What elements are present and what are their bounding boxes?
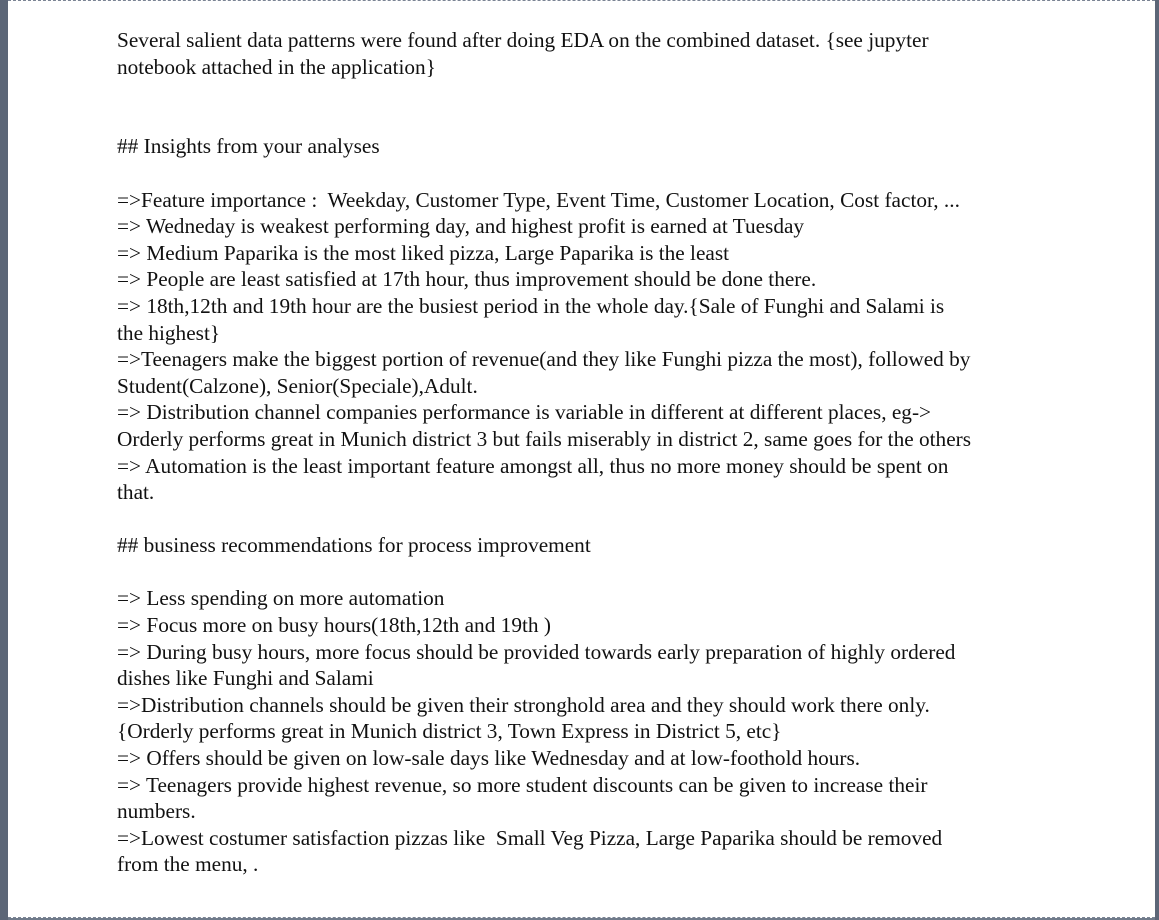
- insight-line: => People are least satisfied at 17th hour, thus improvement should be done there.: [117, 267, 817, 292]
- insight-line: the highest}: [117, 320, 221, 345]
- document-page: [8, 0, 1155, 918]
- blank-line: [117, 160, 1052, 187]
- recommendation-line: numbers.: [117, 799, 196, 824]
- recommendation-line: => Focus more on busy hours(18th,12th and 19th ): [117, 613, 551, 638]
- page-right-border: [1155, 0, 1159, 920]
- paragraph-line: Several salient data patterns were found after doing EDA on the combined dataset. {see jupyter: [117, 28, 929, 52]
- section-heading-recommendations: ## business recommendations for process improvement: [117, 533, 591, 558]
- blank-line: [117, 107, 1052, 134]
- page-left-border: [0, 0, 8, 920]
- insight-line: => Medium Paparika is the most liked pizza, Large Paparika is the least: [117, 240, 730, 265]
- section-heading-insights: ## Insights from your analyses: [117, 134, 380, 159]
- recommendation-line: => During busy hours, more focus should be provided towards early preparation of highly ordered: [117, 639, 956, 664]
- insight-line: => Wedneday is weakest performing day, and highest profit is earned at Tuesday: [117, 214, 805, 239]
- recommendation-line: =>Lowest costumer satisfaction pizzas like Small Veg Pizza, Large Paparika should be removed: [117, 825, 943, 850]
- insight-line: that.: [117, 480, 155, 505]
- insight-line: => 18th,12th and 19th hour are the busiest period in the whole day.{Sale of Funghi and Salami is: [117, 293, 945, 318]
- blank-line: [117, 506, 1052, 533]
- blank-line: [117, 559, 1052, 586]
- paragraph-line: notebook attached in the application}: [117, 54, 436, 79]
- recommendation-line: dishes like Funghi and Salami: [117, 666, 374, 691]
- insight-line: Orderly performs great in Munich district 3 but fails miserably in district 2, same goes for the others: [117, 426, 972, 451]
- insight-line: Student(Calzone), Senior(Speciale),Adult.: [117, 373, 478, 398]
- blank-line: [117, 80, 1052, 107]
- recommendation-line: => Less spending on more automation: [117, 586, 445, 611]
- insight-line: =>Teenagers make the biggest portion of revenue(and they like Funghi pizza the most), followed by: [117, 347, 971, 372]
- recommendation-line: {Orderly performs great in Munich district 3, Town Express in District 5, etc}: [117, 719, 782, 744]
- recommendation-line: =>Distribution channels should be given their stronghold area and they should work there only.: [117, 692, 930, 717]
- insight-line: =>Feature importance : Weekday, Customer Type, Event Time, Customer Location, Cost factor, ...: [117, 187, 960, 212]
- insight-line: => Distribution channel companies performance is variable in different at different places, eg->: [117, 400, 932, 425]
- document-body[interactable]: [117, 27, 1052, 878]
- recommendation-line: => Teenagers provide highest revenue, so more student discounts can be given to increase their: [117, 772, 928, 797]
- recommendation-line: => Offers should be given on low-sale days like Wednesday and at low-foothold hours.: [117, 746, 861, 771]
- recommendation-line: from the menu, .: [117, 852, 259, 877]
- insight-line: => Automation is the least important feature amongst all, thus no more money should be spent on: [117, 453, 949, 478]
